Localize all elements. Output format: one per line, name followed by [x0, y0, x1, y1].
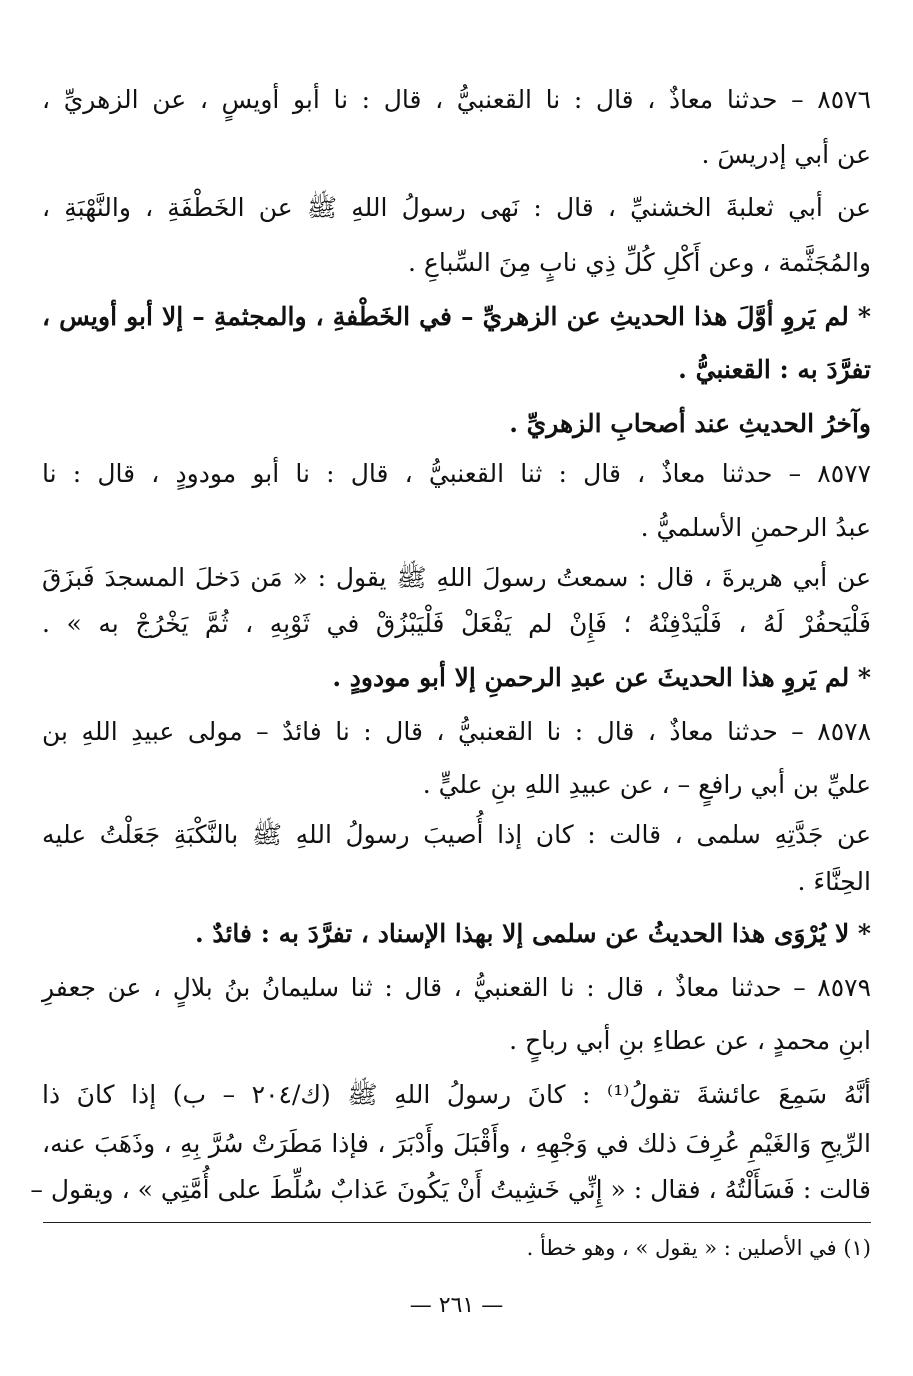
text-line: قالت : فَسَأَلْتُهُ ، فقال : « إِنِّي خَشِيتُ أَنْ يَكُونَ عَذابٌ سُلِّطَ على أُمَّتِي » ، ويقول – — [30, 1175, 871, 1204]
text-line: فَلْيَحفُرْ لَهُ ، فَلْيَدْفِنْهُ ؛ فَإِنْ لم يَفْعَلْ فَلْيَبْزُقْ في ثَوْبِهِ ، ثُمَّ يَخْرُجْ به » . — [42, 609, 871, 638]
footnote-divider — [43, 1222, 871, 1223]
text-line: عن جَدَّتِهِ سلمى ، قالت : كان إذا أُصيبَ رسولُ اللهِ ﷺ بالنَّكْبَةِ جَعَلْتُ عليه — [42, 820, 871, 849]
text-line: ابنِ محمدٍ ، عن عطاءِ بنِ أبي رباحٍ . — [509, 1026, 871, 1055]
text-line: عليِّ بن أبي رافعٍ – ، عن عبيدِ اللهِ بنِ عليٍّ . — [422, 770, 871, 799]
text-line: ٨٥٧٩ – حدثنا معاذٌ ، قال : نا القعنبيُّ ، قال : ثنا سليمانُ بنُ بلالٍ ، عن جعفرِ — [42, 973, 871, 1002]
text-line: ٨٥٧٨ – حدثنا معاذٌ ، قال : نا القعنبيُّ ، قال : نا فائدٌ – مولى عبيدِ اللهِ بن — [42, 717, 871, 746]
footnote: (١) في الأصلين : « يقول » ، وهو خطأ . — [526, 1236, 871, 1260]
text-line: * لم يَروِ أوَّلَ هذا الحديثِ عن الزهريِّ – في الخَطْفةِ ، والمجثمةِ – إلا أبو أويس ، — [42, 302, 871, 331]
page-number: — ٢٦١ — — [409, 1293, 504, 1318]
text-line: ٨٥٧٧ – حدثنا معاذٌ ، قال : ثنا القعنبيُّ ، قال : نا أبو مودودٍ ، قال : نا — [42, 459, 871, 488]
text-line: ٨٥٧٦ – حدثنا معاذٌ ، قال : نا القعنبيُّ ، قال : نا أبو أويسٍ ، عن الزهريِّ ، — [42, 85, 871, 114]
text-line: عن أبي ثعلبةَ الخشنيِّ ، قال : نَهى رسولُ اللهِ ﷺ عن الخَطْفَةِ ، والنَّهْبَةِ ، — [42, 193, 871, 222]
text-line: الحِنَّاءَ . — [797, 867, 871, 896]
text-line: والمُجَثَّمة ، وعن أَكْلِ كُلِّ ذِي نابٍ مِنَ السِّباعِ . — [408, 248, 871, 277]
text-line: * لا يُرْوَى هذا الحديثُ عن سلمى إلا بهذا الإسناد ، تفرَّدَ به : فائدٌ . — [194, 919, 871, 948]
text-line: الرِّيحِ وَالغَيْمِ عُرِفَ ذلك في وَجْهِهِ ، وأَقْبَلَ وأَدْبَرَ ، فإذا مَطَرَتْ سُرَّ بِهِ ، وذَهَبَ عنه، — [42, 1129, 871, 1158]
text-line: أنَّهُ سَمِعَ عائشةَ تقولُ⁽¹⁾ : كانَ رسولُ اللهِ ﷺ (ك/٢٠٤ – ب) إذا كانَ ذا — [42, 1080, 872, 1109]
text-line: * لم يَروِ هذا الحديثَ عن عبدِ الرحمنِ إلا أبو مودودٍ . — [332, 663, 871, 692]
text-line: تفرَّدَ به : القعنبيُّ . — [678, 355, 871, 384]
text-line: عن أبي إدريسَ . — [701, 140, 871, 169]
text-line: عن أبي هريرةَ ، قال : سمعتُ رسولَ اللهِ ﷺ يقول : « مَن دَخلَ المسجدَ فَبزَقَ — [42, 563, 871, 592]
text-line: وآخرُ الحديثِ عند أصحابِ الزهريِّ . — [509, 409, 871, 438]
text-line: عبدُ الرحمنِ الأسلميُّ . — [640, 513, 871, 542]
